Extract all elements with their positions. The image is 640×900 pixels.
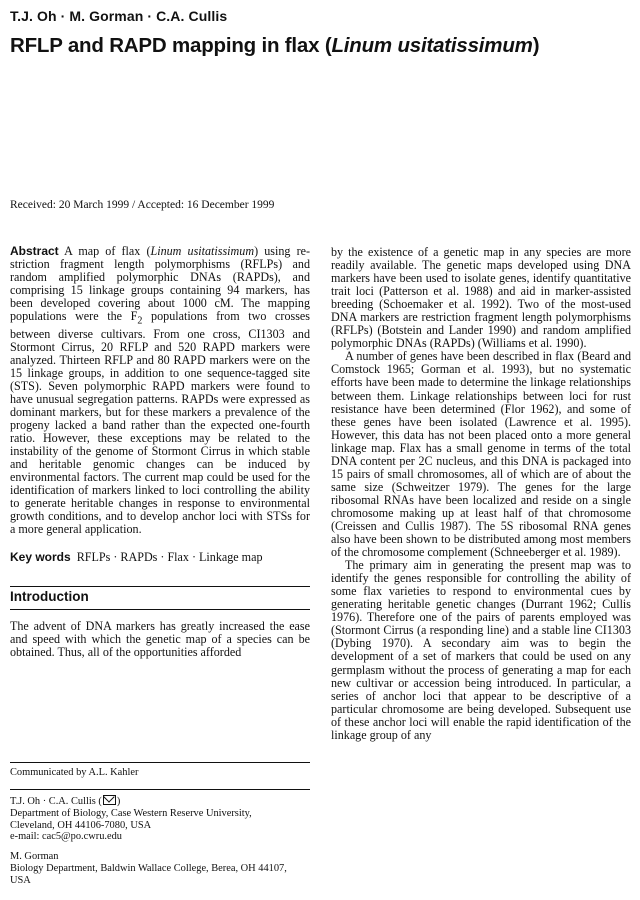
affiliation-1-line-1: Department of Biology, Case Western Reserve University, <box>10 807 252 819</box>
received-accepted-dates: Received: 20 March 1999 / Accepted: 16 December 1999 <box>10 199 275 211</box>
introduction-heading: Introduction <box>10 586 310 609</box>
communicated-by: Communicated by A.L. Kahler <box>10 762 310 779</box>
article-title <box>10 34 630 58</box>
affiliation-2-line-2: USA <box>10 874 31 886</box>
title-species: Linum usitatissimum <box>331 34 533 57</box>
abstract-label: Abstract <box>10 244 59 258</box>
envelope-icon <box>103 795 116 805</box>
correspondence-authors <box>10 795 310 808</box>
abstract-subscript: 2 <box>137 315 143 327</box>
author-affiliations <box>10 789 310 887</box>
abstract-text-1: A map of flax ( <box>58 244 151 258</box>
abstract-species: Linum usitatissimum <box>150 244 255 258</box>
email-address: e-mail: cac5@po.cwru.edu <box>10 831 122 843</box>
abstract-text-3: populations from two crosses between diverse cultivars. From one cross, CI1303 and Stormont Cirrus, 20 RFLP and 520 RAPD markers were analyzed. Thirteen RFLP and 80 RAPD markers were on the 15 linkage groups, in addition to one sequence-tagged site (STS). Seven polymorphic RAPD markers were found to have unusual segregation patterns. RAPDs were expressed as dominant markers, but for these markers a prevalence of the progeny lacked a band rather than the expected one-fourth ratio. However, these exceptions may be related to the instability of the genome of Stormont Cirrus in which stable and heritable genomic changes can be induced by environmental factors. The current map could be used for the identification of markers linked to loci controlling the ability to generate heritable changes in response to environmental growth conditions, and to develop anchor loci with STSs for a more general application. <box>10 309 310 537</box>
introduction-paragraph: The advent of DNA markers has greatly increased the ease and speed with which the genetic map of a species can be obtained. Thus, all of the opportunities afforded <box>10 618 310 659</box>
correspondence-authors-text: T.J. Oh · C.A. Cullis ( <box>10 796 102 807</box>
correspondence-close: ) <box>116 796 121 807</box>
author-2-name: M. Gorman <box>10 851 59 863</box>
title-text: RFLP and RAPD mapping in flax ( <box>10 34 332 57</box>
right-column <box>331 246 631 742</box>
body-paragraph-1: by the existence of a genetic map in any species are more readily available. The genetic maps developed using DNA markers have been used to isolate genes, identify quantitative trait loci (Patterson et al. 1988) and aid in marker-assisted breeding (Schoemaker et al. 1992). Two of the most-used DNA markers are restriction fragment length polymorphisms (RFLPs) (Botstein and Lander 1990) and random amplified polymorphic DNAs (RAPDs) (Williams et al. 1990). <box>331 245 631 351</box>
body-paragraph-2: A number of genes have been described in flax (Beard and Comstock 1965; Gorman et al. 1993), but no systematic efforts have been made to determine the linkage relationships between them. Linkage relationships between loci for rust resistance have been determined (Flor 1962), and some of these genes have been isolated (Lawrence et al. 1995). However, this data has not been placed onto a more general linkage map. Flax has a small genome in terms of the total DNA content per 2C nucleus, and this DNA is packaged into 15 pairs of small chromosomes, all of which are of about the same size (Schweitzer 1979). The genes for the large ribosomal RNAs have been localized and reside on a single chromosome making up at least half of that chromosome (Creissen and Cullis 1987). The 5S ribosomal RNA genes also have been shown to be distributed among most members of the chromosome complement (Schneeberger et al. 1989). <box>331 349 631 560</box>
affiliation-2-line-1: Biology Department, Baldwin Wallace College, Berea, OH 44107, <box>10 862 287 874</box>
title-close: ) <box>532 34 540 57</box>
keywords-text: RFLPs · RAPDs · Flax · Linkage map <box>70 550 263 565</box>
keywords <box>10 551 310 564</box>
body-paragraph-3: The primary aim in generating the present map was to identify the genes responsible for controlling the ability of some flax varieties to respond to environmental cues by generating heritable genetic changes (Durrant 1962; Cullis 1976). Therefore one of the pairs of parents employed was (Stormont Cirrus (a responding line) and a stable line CI1303 (Dybing 1970). A secondary aim was to begin the development of a set of markers that could be used on any germplasm without the process of generating a map for each new cultivar or accession being introduced. In particular, a series of anchor loci that appear to be descriptive of a particular chromosome are being developed. Subsequent use of these anchor loci will enable the rapid identification of the linkage group of any <box>331 558 631 742</box>
left-column <box>10 245 310 659</box>
author-list: T.J. Oh · M. Gorman · C.A. Cullis <box>10 8 228 24</box>
abstract <box>10 245 310 536</box>
keywords-label: Key words <box>10 550 71 565</box>
abstract-text-2: ) using restriction fragment length polymorphisms (RFLPs) and random amplified polymorphic DNAs (RAPDs), and comprising 15 linkage groups containing 94 markers, has been developed covering about 1000 cM. The mapping populations were the F <box>10 244 310 324</box>
affiliation-1-line-2: Cleveland, OH 44106-7080, USA <box>10 819 152 831</box>
